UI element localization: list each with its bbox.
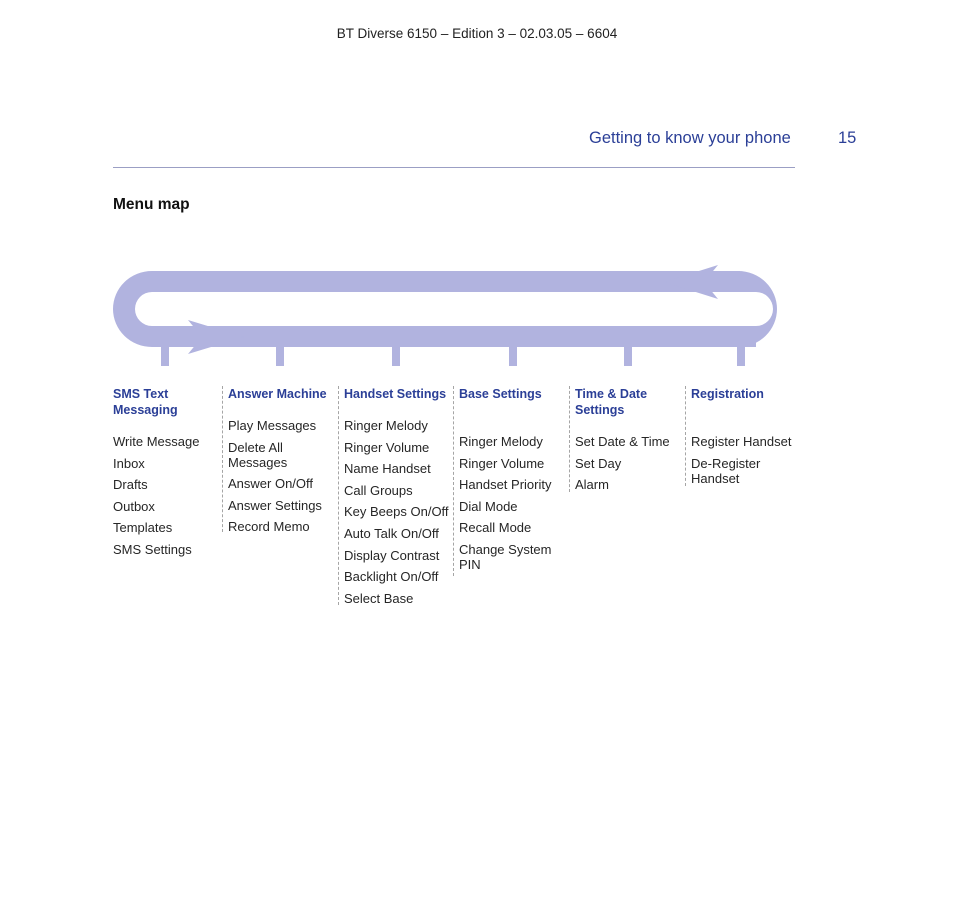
menu-column-time-date xyxy=(575,386,687,492)
menu-item: Backlight On/Off xyxy=(344,569,439,585)
menu-item: Write Message xyxy=(113,434,200,449)
column-divider xyxy=(222,386,223,532)
loop-track-lower xyxy=(218,326,756,347)
menu-item: Set Day xyxy=(575,455,622,471)
menu-item: Handset Priority xyxy=(459,477,552,493)
menu-item: Templates xyxy=(113,520,173,536)
loop-track-upper xyxy=(152,271,682,292)
page-number: 15 xyxy=(838,129,857,147)
menu-item: Name Handset xyxy=(344,461,431,477)
column-heading: Answer Machine xyxy=(228,387,327,401)
menu-column-registration xyxy=(691,386,803,486)
menu-item: Outbox xyxy=(113,498,155,514)
menu-item: Dial Mode xyxy=(459,498,518,514)
menu-item: De-Register Handset xyxy=(691,455,761,486)
column-divider xyxy=(685,386,686,486)
section-title: Menu map xyxy=(113,196,190,213)
column-items xyxy=(228,418,340,534)
menu-column-handset-settings xyxy=(344,386,456,605)
menu-loop-diagram xyxy=(0,0,954,380)
menu-item: Answer Settings xyxy=(228,497,322,513)
column-divider xyxy=(453,386,454,576)
loop-tab-registration xyxy=(737,345,745,366)
column-heading: Registration xyxy=(691,387,764,401)
menu-item: Answer On/Off xyxy=(228,476,314,492)
column-items xyxy=(575,434,687,492)
column-heading: Base Settings xyxy=(459,387,542,401)
menu-column-answer-machine xyxy=(228,386,340,535)
menu-column-sms xyxy=(113,386,225,564)
column-items xyxy=(113,434,225,557)
menu-column-base-settings xyxy=(459,386,571,576)
menu-item: Ringer Volume xyxy=(459,455,545,471)
menu-item: Key Beeps On/Off xyxy=(344,504,449,520)
column-divider xyxy=(569,386,570,492)
loop-tab-answer-machine xyxy=(276,345,284,366)
menu-item: Ringer Melody xyxy=(459,434,543,449)
menu-item: Drafts xyxy=(113,477,148,493)
menu-item: Delete All Messages xyxy=(228,439,288,470)
menu-item: Recall Mode xyxy=(459,520,532,536)
document-header: BT Diverse 6150 – Edition 3 – 02.03.05 – 6604 xyxy=(336,26,618,41)
menu-item: Ringer Melody xyxy=(344,418,428,433)
column-items xyxy=(344,418,456,606)
column-divider xyxy=(338,386,339,605)
menu-item: Set Date & Time xyxy=(575,434,670,449)
loop-tab-sms xyxy=(161,345,169,366)
column-heading: Handset Settings xyxy=(344,387,447,401)
menu-item: Display Contrast xyxy=(344,547,440,563)
menu-item: Alarm xyxy=(575,477,609,493)
column-items xyxy=(459,434,571,572)
menu-item: Change System PIN xyxy=(459,541,552,572)
menu-item: Call Groups xyxy=(344,482,413,498)
menu-item: Record Memo xyxy=(228,519,310,535)
menu-item: Register Handset xyxy=(691,434,792,449)
menu-item: Select Base xyxy=(344,590,414,606)
column-heading: SMS Text Messaging xyxy=(113,387,178,417)
chapter-title: Getting to know your phone xyxy=(589,129,791,147)
menu-item: Auto Talk On/Off xyxy=(344,525,439,541)
column-heading: Time & Date Settings xyxy=(575,387,648,417)
loop-tab-handset-settings xyxy=(392,345,400,366)
menu-item: Ringer Volume xyxy=(344,439,430,455)
column-items xyxy=(691,434,803,486)
menu-item: Inbox xyxy=(113,455,145,471)
menu-item: SMS Settings xyxy=(113,541,192,557)
loop-tab-time-date xyxy=(624,345,632,366)
menu-item: Play Messages xyxy=(228,418,317,433)
loop-tab-base-settings xyxy=(509,345,517,366)
